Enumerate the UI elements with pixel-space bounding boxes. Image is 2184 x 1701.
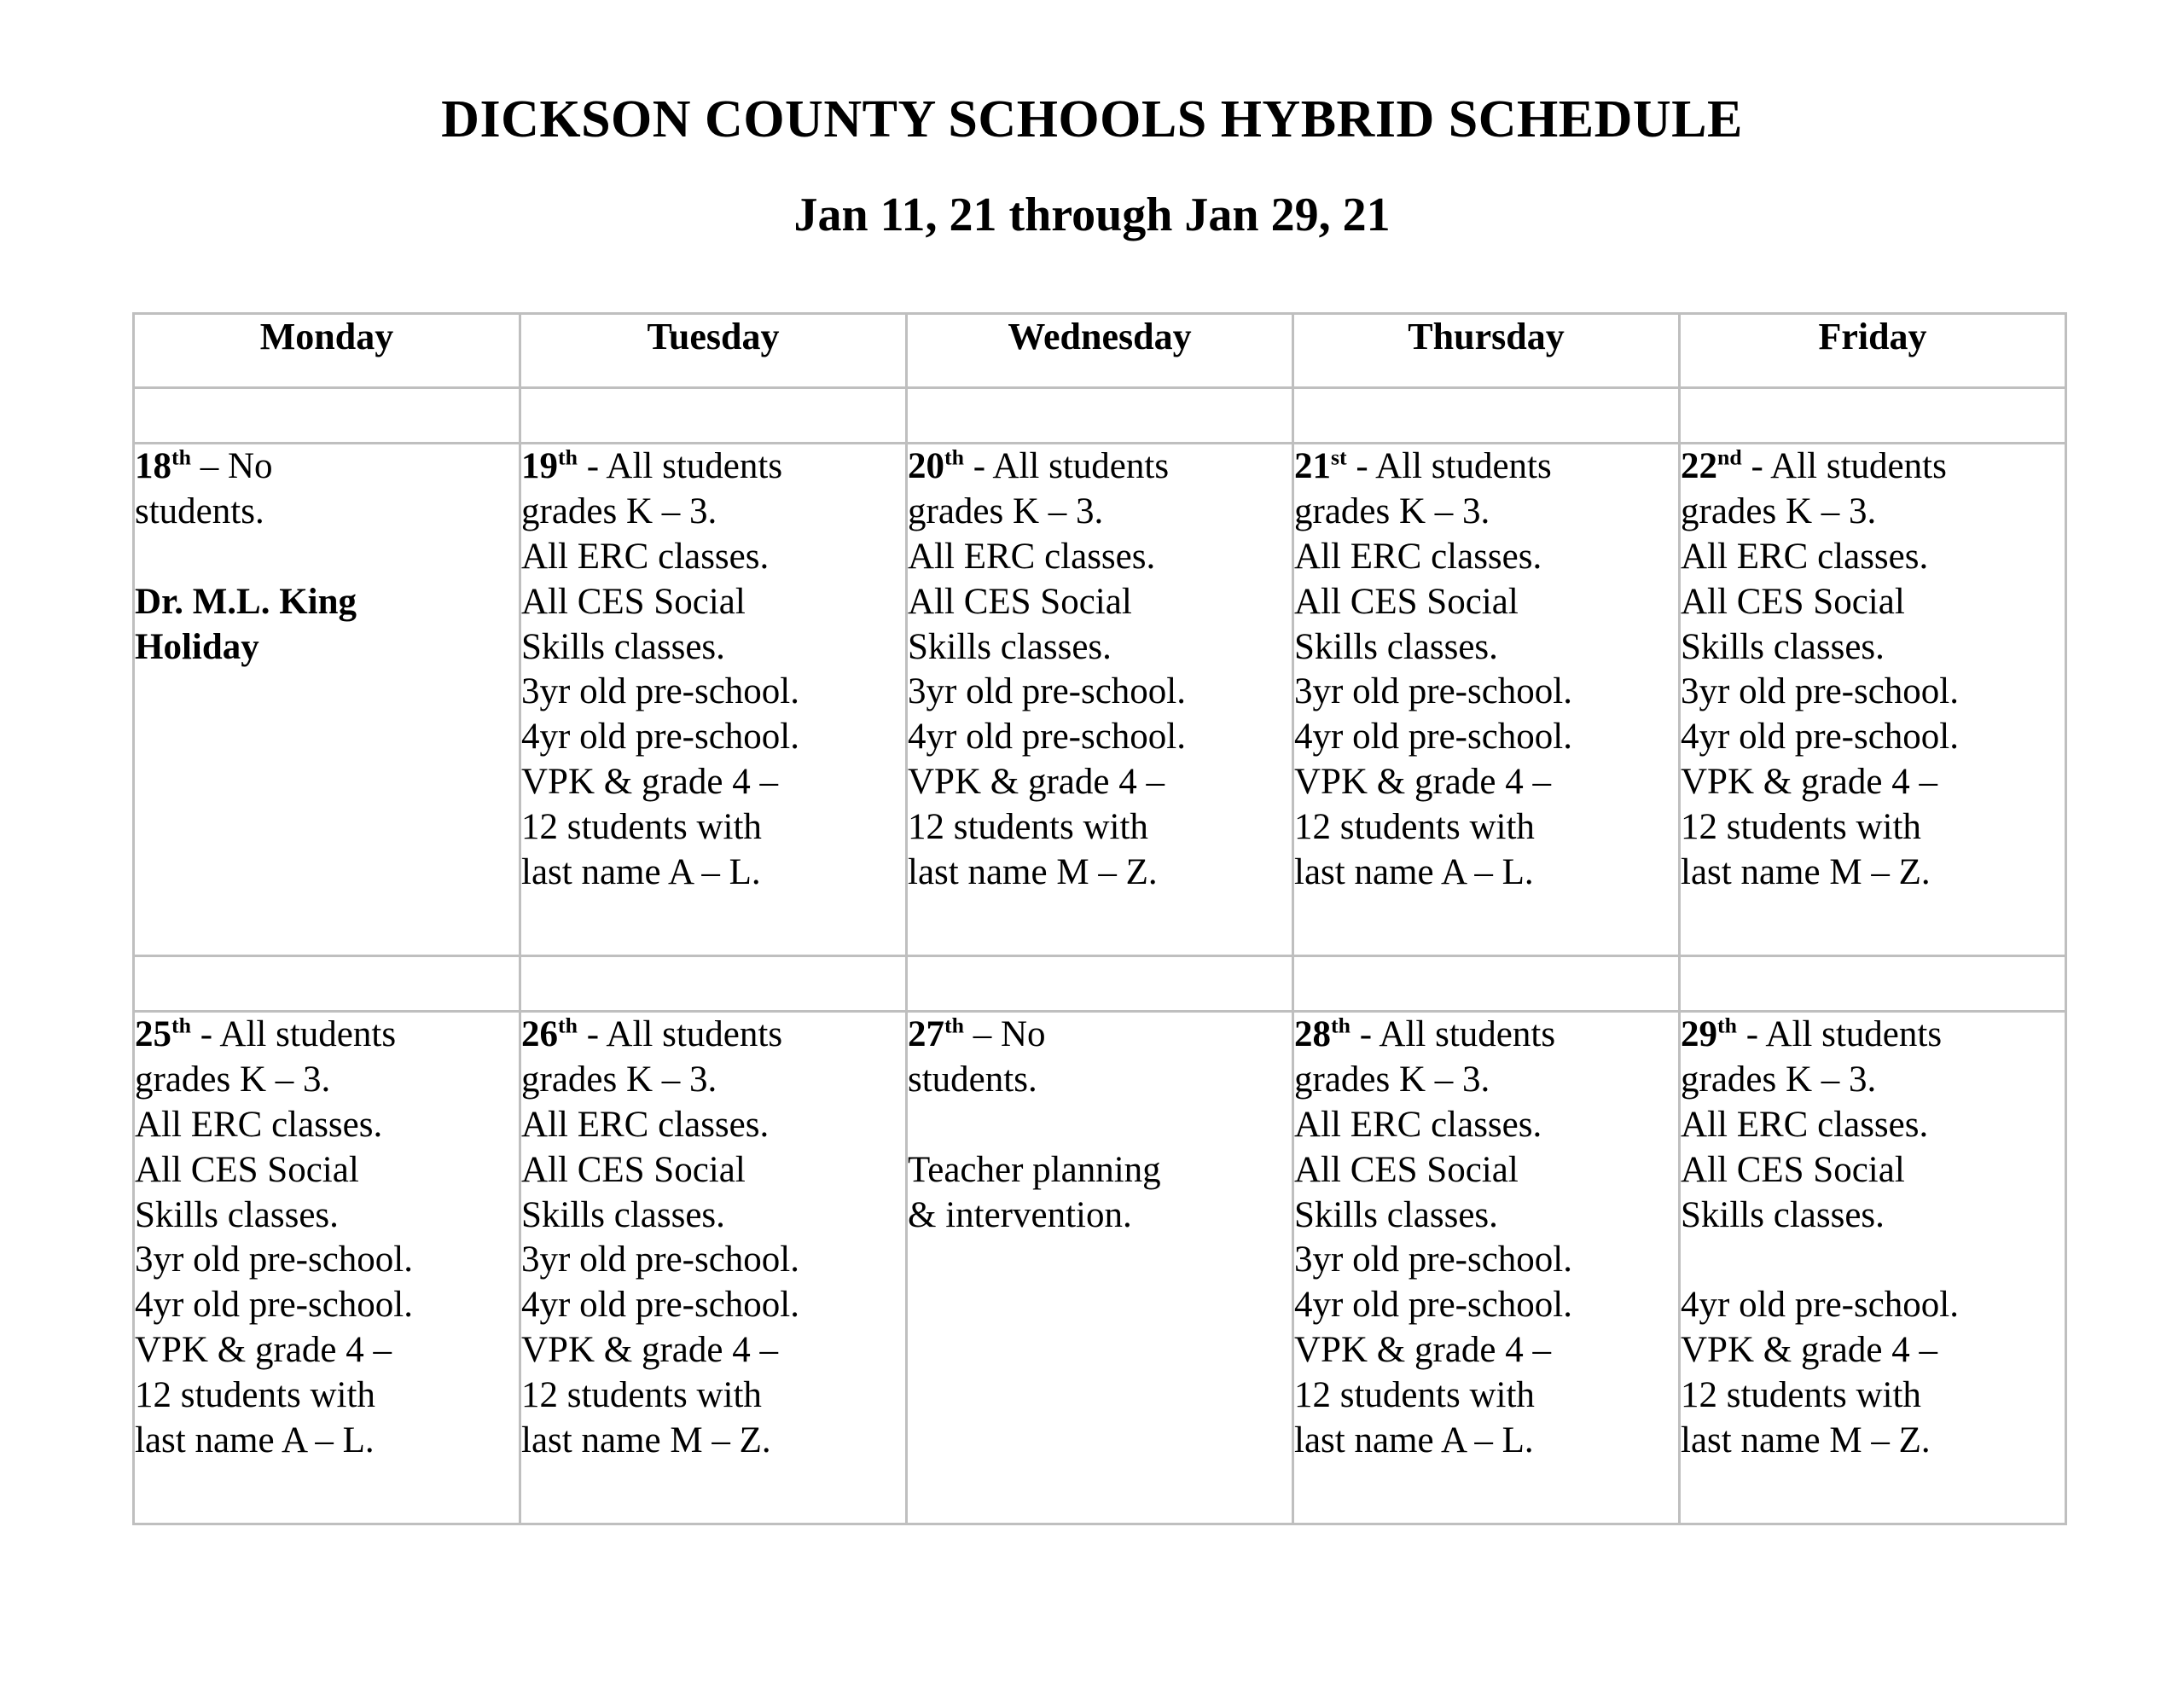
day-cell-content xyxy=(135,444,519,670)
day-date-separator: - xyxy=(1736,1014,1766,1054)
day-line: Skills classes. xyxy=(1294,626,1498,667)
day-line: All ERC classes. xyxy=(521,1104,770,1145)
day-line: 12 students with xyxy=(135,1375,375,1415)
day-line-text: No xyxy=(227,446,273,486)
day-line: 3yr old pre-school. xyxy=(1294,671,1573,712)
day-line: Skills classes. xyxy=(521,626,725,667)
spacer-cell xyxy=(134,956,520,1012)
day-line: All ERC classes. xyxy=(1294,1104,1542,1145)
day-line: last name M – Z. xyxy=(908,851,1158,892)
day-line-text: No xyxy=(1000,1014,1046,1054)
day-cell-content xyxy=(1294,1013,1678,1464)
day-cell-21 xyxy=(1293,444,1680,956)
day-date-separator: - xyxy=(577,446,607,486)
day-line-blank xyxy=(1681,1238,2065,1283)
day-date-suffix: th xyxy=(558,1013,578,1038)
day-line: VPK & grade 4 – xyxy=(521,1330,778,1371)
day-date-line xyxy=(521,444,905,490)
spacer-row xyxy=(134,956,2066,1012)
day-date-line xyxy=(135,444,519,490)
day-header-friday: Friday xyxy=(1680,314,2066,388)
day-date-line xyxy=(521,1013,905,1058)
day-line: All ERC classes. xyxy=(1681,1104,1929,1145)
schedule-table xyxy=(132,312,2067,1525)
day-date-number: 25 xyxy=(135,1014,171,1054)
day-line: grades K – 3. xyxy=(1681,1059,1877,1100)
day-line: All ERC classes. xyxy=(908,536,1156,577)
day-date-line xyxy=(908,444,1292,490)
day-line: grades K – 3. xyxy=(521,1059,717,1100)
day-line: last name A – L. xyxy=(1294,851,1534,892)
day-line: VPK & grade 4 – xyxy=(1681,1330,1937,1371)
day-date-line xyxy=(1681,444,2065,490)
day-line: All CES Social xyxy=(1681,581,1905,622)
day-header-wednesday: Wednesday xyxy=(907,314,1293,388)
day-line: Teacher planning xyxy=(908,1149,1161,1190)
day-date-separator: - xyxy=(190,1014,220,1054)
day-line: 4yr old pre-school. xyxy=(908,717,1187,758)
day-header-tuesday: Tuesday xyxy=(520,314,907,388)
day-line: grades K – 3. xyxy=(1294,491,1490,531)
day-line: & intervention. xyxy=(908,1194,1132,1235)
day-line: VPK & grade 4 – xyxy=(908,762,1165,803)
day-line: 12 students with xyxy=(1294,807,1535,847)
day-cell-content xyxy=(908,1013,1292,1238)
day-line: 3yr old pre-school. xyxy=(135,1239,414,1280)
day-date-suffix: th xyxy=(1331,1013,1350,1038)
day-line-blank xyxy=(908,1103,1292,1148)
day-line: 12 students with xyxy=(908,807,1148,847)
spacer-cell xyxy=(1293,388,1680,444)
spacer-cell xyxy=(907,388,1293,444)
day-line: 3yr old pre-school. xyxy=(521,1239,800,1280)
spacer-cell xyxy=(1293,956,1680,1012)
day-date-suffix: th xyxy=(1717,1013,1737,1038)
day-line: last name A – L. xyxy=(521,851,761,892)
day-cell-18 xyxy=(134,444,520,956)
day-line: grades K – 3. xyxy=(1681,491,1877,531)
day-line: All CES Social xyxy=(521,581,746,622)
day-line-text: All students xyxy=(1765,1014,1943,1054)
day-line: VPK & grade 4 – xyxy=(521,762,778,803)
document-title: DICKSON COUNTY SCHOOLS HYBRID SCHEDULE xyxy=(441,90,1743,148)
day-line: Skills classes. xyxy=(1681,626,1885,667)
day-cell-26 xyxy=(520,1012,907,1524)
day-line: 4yr old pre-school. xyxy=(135,1285,414,1326)
day-line: All CES Social xyxy=(1294,581,1519,622)
spacer-cell xyxy=(907,956,1293,1012)
day-line: grades K – 3. xyxy=(521,491,717,531)
spacer-cell xyxy=(1680,388,2066,444)
day-cell-25 xyxy=(134,1012,520,1524)
day-line: VPK & grade 4 – xyxy=(1294,762,1551,803)
day-line: students. xyxy=(908,1059,1037,1100)
day-line: 12 students with xyxy=(1681,1375,1921,1415)
day-line-text: All students xyxy=(1770,446,1947,486)
day-line: last name A – L. xyxy=(135,1419,375,1460)
day-line: All ERC classes. xyxy=(135,1104,383,1145)
day-date-separator: - xyxy=(1346,446,1376,486)
spacer-cell xyxy=(134,388,520,444)
day-header-row xyxy=(134,314,2066,388)
day-date-line xyxy=(908,1013,1292,1058)
day-line: grades K – 3. xyxy=(1294,1059,1490,1100)
spacer-cell xyxy=(520,956,907,1012)
day-cell-content xyxy=(1681,444,2065,896)
day-line: VPK & grade 4 – xyxy=(135,1330,392,1371)
day-date-line xyxy=(135,1013,519,1058)
day-line: 3yr old pre-school. xyxy=(1681,671,1960,712)
day-line-text: All students xyxy=(606,446,783,486)
day-date-separator: – xyxy=(963,1014,1001,1054)
day-line: 4yr old pre-school. xyxy=(521,717,800,758)
day-cell-content xyxy=(521,444,905,896)
day-cell-20 xyxy=(907,444,1293,956)
day-date-suffix: th xyxy=(558,444,578,470)
day-line: All CES Social xyxy=(521,1149,746,1190)
day-date-separator: - xyxy=(1741,446,1771,486)
day-line-text: All students xyxy=(1375,446,1552,486)
day-line-text: All students xyxy=(219,1014,397,1054)
day-cell-content xyxy=(135,1013,519,1464)
day-line: All CES Social xyxy=(135,1149,359,1190)
day-date-suffix: th xyxy=(171,1013,191,1038)
day-date-number: 22 xyxy=(1681,446,1717,486)
day-line: Skills classes. xyxy=(908,626,1112,667)
day-line: Skills classes. xyxy=(521,1194,725,1235)
day-line: 3yr old pre-school. xyxy=(1294,1239,1573,1280)
day-line: Skills classes. xyxy=(135,1194,339,1235)
day-line: All ERC classes. xyxy=(1681,536,1929,577)
day-date-separator: - xyxy=(963,446,993,486)
document-date-range: Jan 11, 21 through Jan 29, 21 xyxy=(793,189,1391,242)
table-header xyxy=(134,314,2066,388)
day-line-blank xyxy=(135,535,519,580)
day-line: 3yr old pre-school. xyxy=(521,671,800,712)
day-line: 4yr old pre-school. xyxy=(1681,717,1960,758)
day-date-line xyxy=(1294,1013,1678,1058)
day-line: 12 students with xyxy=(521,1375,762,1415)
day-cell-28 xyxy=(1293,1012,1680,1524)
spacer-cell xyxy=(1680,956,2066,1012)
day-line: 12 students with xyxy=(521,807,762,847)
day-date-line xyxy=(1294,444,1678,490)
day-line: grades K – 3. xyxy=(135,1059,331,1100)
day-date-line xyxy=(1681,1013,2065,1058)
day-date-number: 18 xyxy=(135,446,171,486)
day-date-number: 26 xyxy=(521,1014,558,1054)
day-cell-content xyxy=(1294,444,1678,896)
day-date-suffix: th xyxy=(944,1013,964,1038)
day-line: All CES Social xyxy=(1681,1149,1905,1190)
day-date-number: 21 xyxy=(1294,446,1331,486)
day-date-separator: - xyxy=(577,1014,607,1054)
day-line: Skills classes. xyxy=(1681,1194,1885,1235)
day-line: last name A – L. xyxy=(1294,1419,1534,1460)
day-line: All CES Social xyxy=(908,581,1132,622)
day-note-line: Dr. M.L. King xyxy=(135,581,357,622)
day-date-separator: - xyxy=(1350,1014,1380,1054)
day-line: VPK & grade 4 – xyxy=(1681,762,1937,803)
day-cell-29 xyxy=(1680,1012,2066,1524)
day-line: 12 students with xyxy=(1681,807,1921,847)
day-date-number: 27 xyxy=(908,1014,944,1054)
day-line: 3yr old pre-school. xyxy=(908,671,1187,712)
day-header-monday: Monday xyxy=(134,314,520,388)
day-line: All ERC classes. xyxy=(521,536,770,577)
calendar-container xyxy=(132,312,2067,1525)
day-line-text: All students xyxy=(992,446,1170,486)
spacer-row xyxy=(134,388,2066,444)
day-line: last name M – Z. xyxy=(1681,1419,1931,1460)
document-title-block xyxy=(0,0,2184,243)
day-date-number: 29 xyxy=(1681,1014,1717,1054)
week-row xyxy=(134,444,2066,956)
day-line-text: All students xyxy=(1379,1014,1556,1054)
day-date-separator: – xyxy=(190,446,228,486)
day-line: 12 students with xyxy=(1294,1375,1535,1415)
day-line: grades K – 3. xyxy=(908,491,1104,531)
day-header-thursday: Thursday xyxy=(1293,314,1680,388)
day-cell-22 xyxy=(1680,444,2066,956)
week-row xyxy=(134,1012,2066,1524)
day-cell-27 xyxy=(907,1012,1293,1524)
day-cell-content xyxy=(1681,1013,2065,1464)
day-line: 4yr old pre-school. xyxy=(1294,1285,1573,1326)
day-date-suffix: th xyxy=(944,444,964,470)
day-line: 4yr old pre-school. xyxy=(521,1285,800,1326)
day-line: last name M – Z. xyxy=(521,1419,771,1460)
day-date-number: 28 xyxy=(1294,1014,1331,1054)
spacer-cell xyxy=(520,388,907,444)
day-line: VPK & grade 4 – xyxy=(1294,1330,1551,1371)
day-date-suffix: nd xyxy=(1717,444,1742,470)
day-line: All CES Social xyxy=(1294,1149,1519,1190)
day-line: All ERC classes. xyxy=(1294,536,1542,577)
day-line: 4yr old pre-school. xyxy=(1294,717,1573,758)
day-line: students. xyxy=(135,491,264,531)
day-line: last name M – Z. xyxy=(1681,851,1931,892)
table-body xyxy=(134,388,2066,1524)
day-note-line: Holiday xyxy=(135,626,259,667)
day-line: 4yr old pre-school. xyxy=(1681,1285,1960,1326)
day-cell-content xyxy=(521,1013,905,1464)
day-cell-content xyxy=(908,444,1292,896)
day-date-suffix: th xyxy=(171,444,191,470)
day-date-suffix: st xyxy=(1331,444,1347,470)
day-date-number: 20 xyxy=(908,446,944,486)
day-cell-19 xyxy=(520,444,907,956)
day-line-text: All students xyxy=(606,1014,783,1054)
day-line: Skills classes. xyxy=(1294,1194,1498,1235)
day-date-number: 19 xyxy=(521,446,558,486)
